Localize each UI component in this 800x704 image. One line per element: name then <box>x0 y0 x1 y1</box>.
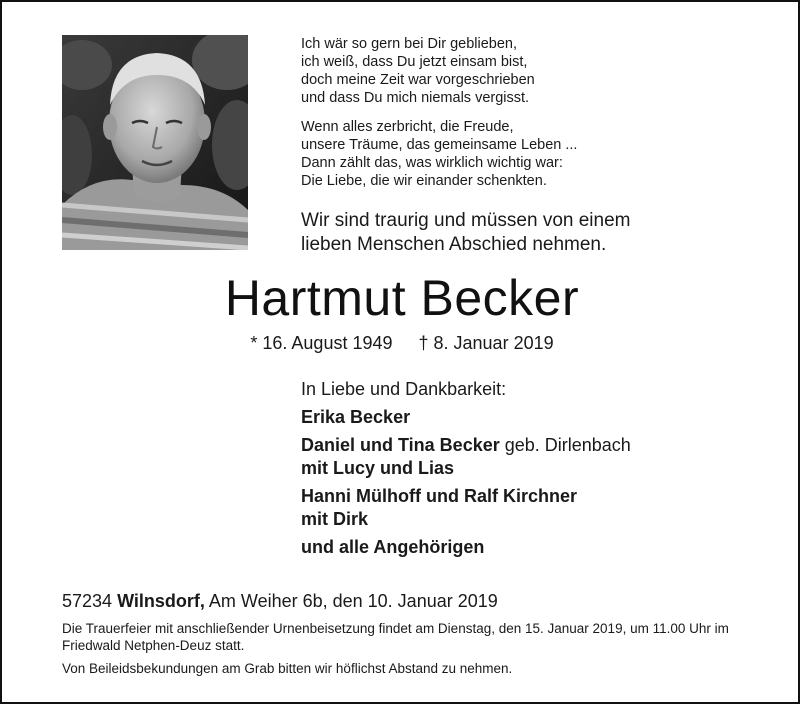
city: Wilnsdorf, <box>117 591 205 611</box>
mourners-heading: In Liebe und Dankbarkeit: <box>301 379 507 399</box>
death-date: † 8. Januar 2019 <box>418 333 554 353</box>
intro-text <box>301 209 771 257</box>
poem-line: ich weiß, dass Du jetzt einsam bist, <box>301 54 528 70</box>
mourner-entry <box>301 485 771 531</box>
life-dates <box>2 332 800 354</box>
mourner-name: Hanni Mülhoff und Ralf Kirchner <box>301 486 577 506</box>
mourner-name: und alle Angehörigen <box>301 537 485 557</box>
mourner-name: Daniel und Tina Becker <box>301 435 500 455</box>
address-date: Am Weiher 6b, den 10. Januar 2019 <box>204 591 498 611</box>
mourner-entry <box>301 536 771 559</box>
mourner-entry <box>301 434 771 480</box>
ceremony-note: Die Trauerfeier mit anschließender Urnenbeisetzung findet am Dienstag, den 15. Januar 2019, um 11.00 Uhr im Friedwald Netphen-Deuz statt. <box>62 621 729 653</box>
portrait-image <box>62 35 248 250</box>
place-and-date <box>62 590 762 612</box>
portrait-photo <box>62 35 248 250</box>
intro-line: lieben Menschen Abschied nehmen. <box>301 234 607 255</box>
poem-stanza-1 <box>301 35 761 107</box>
mourner-children: mit Lucy und Lias <box>301 458 455 478</box>
mourner-maiden-name: geb. Dirlenbach <box>499 435 631 455</box>
funeral-notes <box>62 620 752 683</box>
postal-code: 57234 <box>62 591 118 611</box>
intro-line: Wir sind traurig und müssen von einem <box>301 210 631 231</box>
poem-line: Dann zählt das, was wirklich wichtig war: <box>301 155 563 171</box>
poem-line: und dass Du mich niemals vergisst. <box>301 90 530 106</box>
deceased-name: Hartmut Becker <box>224 270 580 326</box>
poem-line: Die Liebe, die wir einander schenkten. <box>301 173 547 189</box>
mourner-entry <box>301 406 771 429</box>
mourner-name: Erika Becker <box>301 407 411 427</box>
mourner-children: mit Dirk <box>301 509 369 529</box>
mourners-list <box>301 378 771 564</box>
poem-line: unsere Träume, das gemeinsame Leben ... <box>301 137 578 153</box>
birth-date: * 16. August 1949 <box>250 333 393 353</box>
poem-line: doch meine Zeit war vorgeschrieben <box>301 72 535 88</box>
poem-line: Wenn alles zerbricht, die Freude, <box>301 119 514 135</box>
poem <box>301 35 761 201</box>
condolence-note: Von Beileidsbekundungen am Grab bitten wir höflichst Abstand zu nehmen. <box>62 661 513 676</box>
poem-line: Ich wär so gern bei Dir geblieben, <box>301 36 518 52</box>
poem-stanza-2 <box>301 118 761 190</box>
